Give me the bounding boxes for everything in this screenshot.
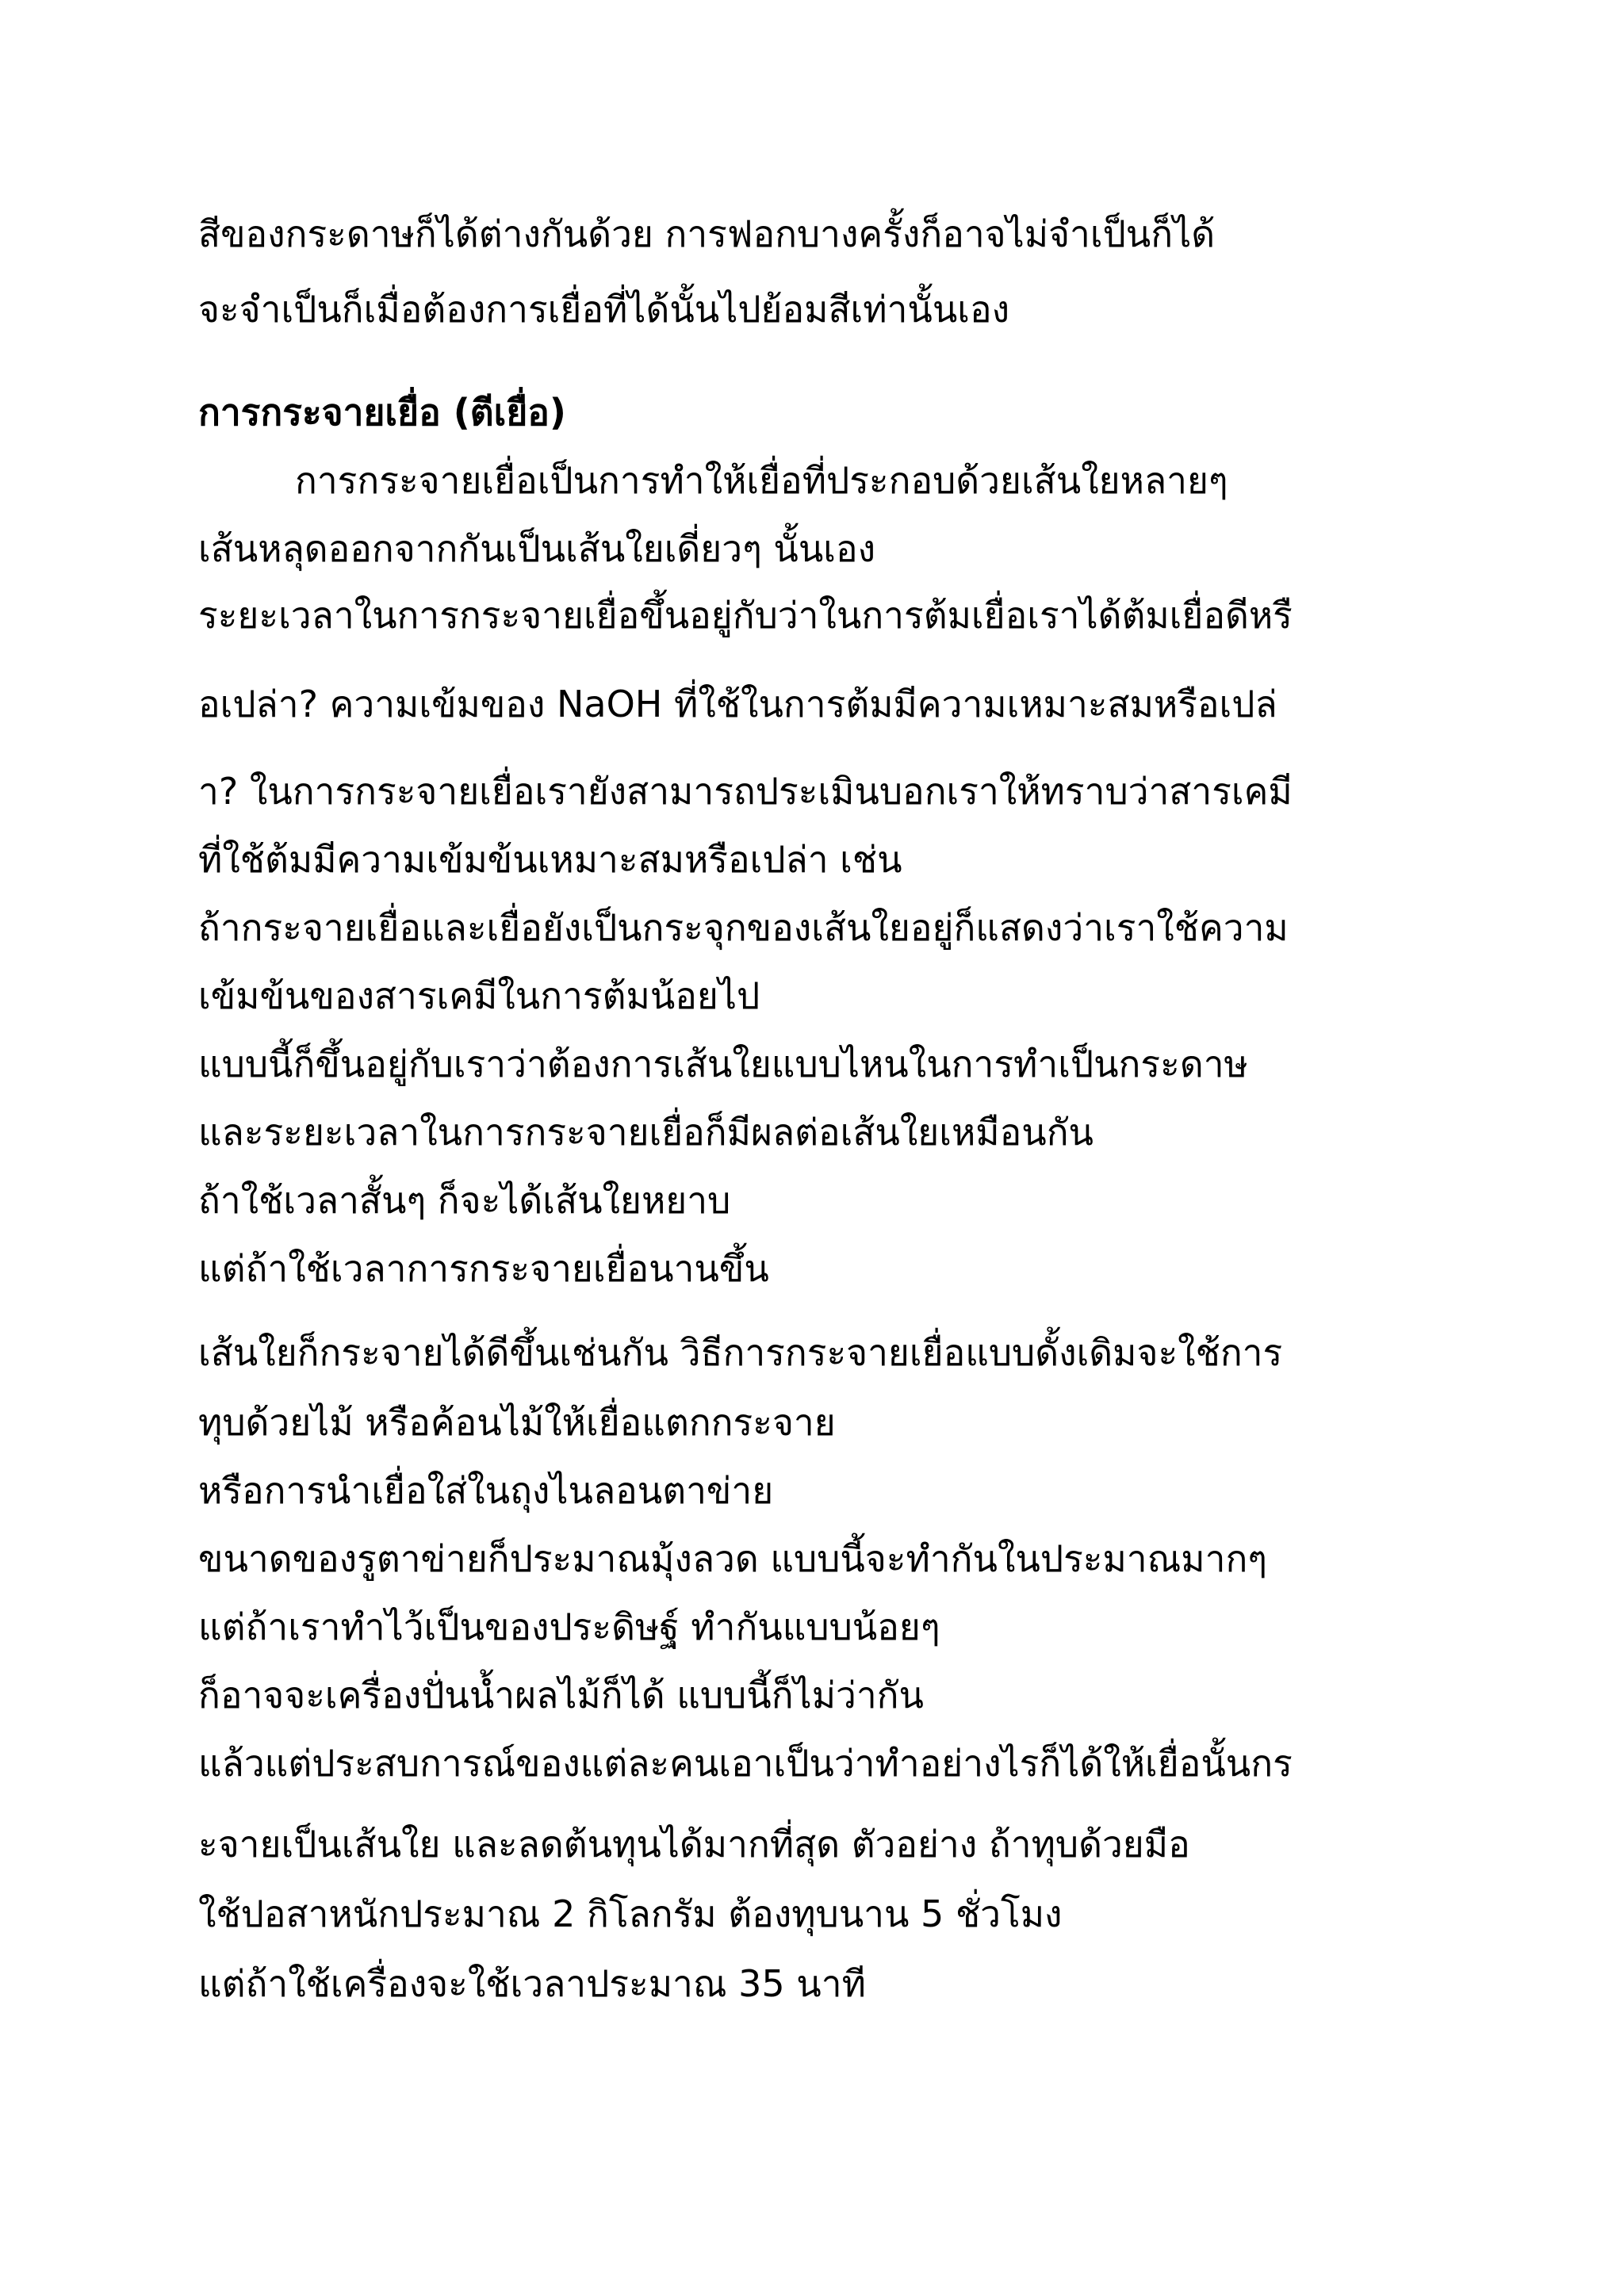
intro-line-1: สีของกระดาษก็ได้ต่างกันด้วย การฟอกบางครั้งก็อาจไม่จำเป็นก็ได้ bbox=[198, 212, 1216, 255]
section-heading: การกระจายเยื่อ (ตีเยื่อ) bbox=[198, 391, 566, 434]
body-line-5: า? ในการกระจายเยื่อเรายังสามารถประเมินบอกเราให้ทราบว่าสารเคมี bbox=[198, 770, 1293, 813]
body-line-18: ก็อาจจะเครื่องปั่นน้ำผลไม้ก็ได้ แบบนี้ก็ไม่ว่ากัน bbox=[198, 1674, 924, 1716]
body-line-6: ที่ใช้ต้มมีความเข้มข้นเหมาะสมหรือเปล่า เช่น bbox=[198, 838, 902, 881]
body-line-2: เส้นหลุดออกจากกันเป็นเส้นใยเดี่ยวๆ นั้นเอง bbox=[198, 527, 876, 570]
intro-line-2: จะจำเป็นก็เมื่อต้องการเยื่อที่ได้นั้นไปย้อมสีเท่านั้นเอง bbox=[198, 288, 1010, 331]
body-line-20: ะจายเป็นเส้นใย และลดต้นทุนได้มากที่สุด ตัวอย่าง ถ้าทุบด้วยมือ bbox=[198, 1823, 1190, 1866]
body-line-16: ขนาดของรูตาข่ายก็ประมาณมุ้งลวด แบบนี้จะทำกันในประมาณมากๆ bbox=[198, 1537, 1268, 1580]
body-line-22: แต่ถ้าใช้เครื่องจะใช้เวลาประมาณ 35 นาที bbox=[198, 1962, 866, 2005]
body-line-17: แต่ถ้าเราทำไว้เป็นของประดิษฐ์ ทำกันแบบน้อยๆ bbox=[198, 1605, 940, 1648]
body-line-7: ถ้ากระจายเยื่อและเยื่อยังเป็นกระจุกของเส้นใยอยู่ก็แสดงว่าเราใช้ความ bbox=[198, 906, 1289, 949]
body-line-4: อเปล่า? ความเข้มของ NaOH ที่ใช้ในการต้มมีความเหมาะสมหรือเปล่ bbox=[198, 683, 1277, 725]
body-line-12: แต่ถ้าใช้เวลาการกระจายเยื่อนานขึ้น bbox=[198, 1247, 769, 1290]
body-line-10: และระยะเวลาในการกระจายเยื่อก็มีผลต่อเส้นใยเหมือนกัน bbox=[198, 1111, 1094, 1154]
body-line-14: ทุบด้วยไม้ หรือค้อนไม้ให้เยื่อแตกกระจาย bbox=[198, 1401, 836, 1444]
body-line-1: การกระจายเยื่อเป็นการทำให้เยื่อที่ประกอบด้วยเส้นใยหลายๆ bbox=[295, 459, 1228, 502]
body-line-8: เข้มข้นของสารเคมีในการต้มน้อยไป bbox=[198, 974, 760, 1017]
body-line-15: หรือการนำเยื่อใส่ในถุงไนลอนตาข่าย bbox=[198, 1469, 774, 1512]
body-line-9: แบบนี้ก็ขึ้นอยู่กับเราว่าต้องการเส้นใยแบบไหนในการทำเป็นกระดาษ bbox=[198, 1043, 1248, 1085]
body-line-21: ใช้ปอสาหนักประมาณ 2 กิโลกรัม ต้องทุบนาน 5 ชั่วโมง bbox=[198, 1892, 1063, 1935]
body-line-13: เส้นใยก็กระจายได้ดีขึ้นเช่นกัน วิธีการกระจายเยื่อแบบดั้งเดิมจะใช้การ bbox=[198, 1331, 1283, 1374]
body-line-19: แล้วแต่ประสบการณ์ของแต่ละคนเอาเป็นว่าทำอย่างไรก็ได้ให้เยื่อนั้นกร bbox=[198, 1742, 1293, 1785]
body-line-11: ถ้าใช้เวลาสั้นๆ ก็จะได้เส้นใยหยาบ bbox=[198, 1179, 731, 1222]
body-line-3: ระยะเวลาในการกระจายเยื่อขึ้นอยู่กับว่าในการต้มเยื่อเราได้ต้มเยื่อดีหรื bbox=[198, 594, 1293, 637]
